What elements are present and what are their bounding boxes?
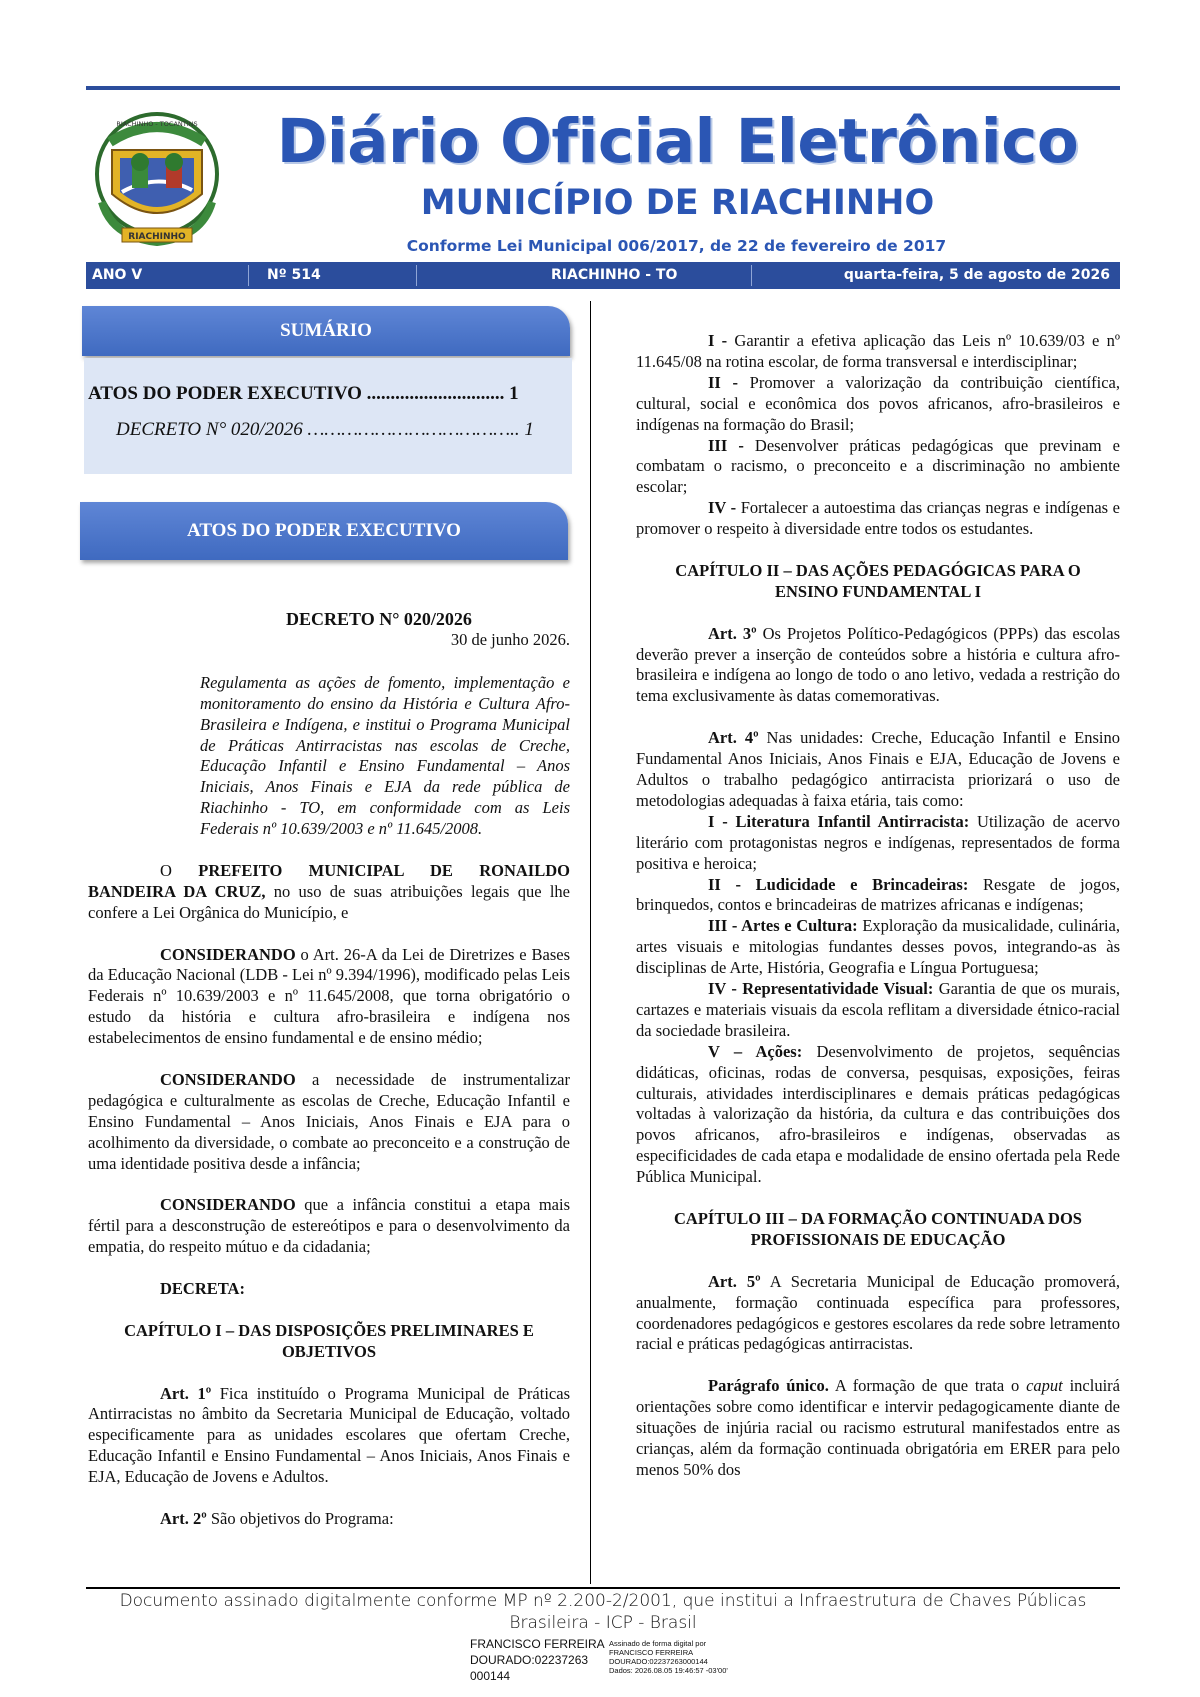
chapter-1-heading: CAPÍTULO I – DAS DISPOSIÇÕES PRELIMINARES E OBJETIVOS: [124, 1320, 534, 1361]
article-4-text: Nas unidades: Creche, Educação Infantil e Ensino Fundamental Anos Iniciais, Anos Finais e EJA, Educação de Jovens e Adultos o trabalho pedagógico antirracista priorizará o uso de metodologias adequadas à faixa etária, tais como:: [636, 728, 1120, 810]
article-1-text: Fica instituído o Programa Municipal de Práticas Antirracistas no âmbito da Secretaria Municipal de Educação, voltado especificamente para as unidades escolares que ofertam Creche, Educação Infantil e Ensino Fundamental – Anos Iniciais, Anos Finais e EJA, Educação de Jovens e Adultos.: [88, 1383, 570, 1487]
sole-paragraph-label: Parágrafo único.: [708, 1376, 829, 1396]
edition-info-bar: [86, 262, 1120, 289]
considering-1-text: o Art. 26-A da Lei de Diretrizes e Bases da Educação Nacional (LDB - Lei nº 9.394/1996), modificado pelas Leis Federais nº 10.639/2003 e nº 11.645/2008, que torna obrigatório o estudo da história e cultura afro-brasileira e indígena nos estabelecimentos de ensino fundamental e de ensino médio;: [88, 944, 570, 1048]
bar-divider: [751, 265, 752, 286]
bar-divider: [248, 265, 249, 286]
signature-notice-line-1: Documento assinado digitalmente conforme MP nº 2.200-2/2001, que institui a Infraestrutura de Chaves Públicas: [119, 1591, 1087, 1611]
article-5-text: A Secretaria Municipal de Educação promoverá, anualmente, formação continuada específica para professores, coordenadores pedagógicos e gestores escolares da rede sobre letramento racial e práticas pedagógicas antirracistas.: [636, 1271, 1120, 1354]
edition-year: ANO V: [92, 267, 143, 283]
footer-rule: [86, 1587, 1120, 1589]
considering-2: [88, 1070, 570, 1175]
preamble-rest: no uso de suas atribuições legais que lhe confere a Lei Orgânica do Município, e: [88, 881, 570, 922]
header-top-rule: [86, 86, 1120, 90]
objective-1-label: I -: [708, 331, 728, 350]
method-1-text: Utilização de acervo literário com protagonistas negros e indígenas, representados de forma positiva e heroica;: [636, 811, 1120, 873]
article-2: [88, 1509, 570, 1530]
method-4-label: IV - Representatividade Visual:: [708, 979, 934, 999]
article-3: [636, 624, 1120, 708]
objective-2: [636, 373, 1120, 436]
signature-note-3: DOURADO:02237263000144: [609, 1657, 708, 1666]
objective-4-text: Fortalecer a autoestima das crianças negras e indígenas e promover o respeito à diversidade entre todos os estudantes.: [636, 498, 1120, 539]
method-3-label: III - Artes e Cultura:: [708, 916, 858, 936]
signer-id: DOURADO:02237263: [470, 1653, 589, 1667]
considering-2-text: a necessidade de instrumentalizar pedagógica e culturalmente as escolas de Creche, Educação Infantil e Ensino Fundamental – Anos Iniciais, Anos Finais e EJA para o acolhimento da diversidade, o combate ao preconceito e a construção de uma identidade positiva desde a infância;: [88, 1069, 570, 1173]
considering-3: [88, 1195, 570, 1258]
article-1: [88, 1384, 570, 1489]
method-1: [636, 812, 1120, 875]
municipal-coat-of-arms-icon: [82, 102, 232, 252]
chapter-2-heading: CAPÍTULO II – DAS AÇÕES PEDAGÓGICAS PARA O ENSINO FUNDAMENTAL I: [675, 560, 1081, 601]
preamble-text: O: [160, 860, 199, 880]
summary-item-executive-acts[interactable]: ATOS DO PODER EXECUTIVO ............................. 1: [88, 383, 519, 404]
method-2-label: II - Ludicidade e Brincadeiras:: [708, 874, 969, 894]
decreta-label: DECRETA:: [160, 1279, 245, 1299]
method-5-label: V – Ações:: [708, 1041, 803, 1061]
method-4: [636, 979, 1120, 1042]
objective-2-label: II -: [708, 372, 739, 392]
decree-date: 30 de junho 2026.: [450, 629, 570, 649]
signer-name: FRANCISCO FERREIRA: [470, 1637, 605, 1651]
article-2-text: São objetivos do Programa:: [206, 1508, 394, 1528]
objective-1: [636, 331, 1120, 373]
article-3-label: Art. 3º: [708, 623, 757, 643]
considering-label: CONSIDERANDO: [160, 1069, 296, 1089]
summary-item-decree[interactable]: DECRETO N° 020/2026 ……………………………….. 1: [116, 419, 534, 440]
method-5-text: Desenvolvimento de projetos, sequências didáticas, oficinas, rodas de conversa, pesquisas, exposições, feiras culturais, atividades interdisciplinares e demais práticas pedagógicas voltadas à valorização da história, da cultura e das contribuições dos povos africanos, afro-brasileiros e indígenas, observadas as especificidades de cada etapa e modalidade de ensino ofertada pela Rede Pública Municipal.: [636, 1041, 1120, 1187]
article-1-label: Art. 1º: [160, 1383, 212, 1403]
method-2: [636, 875, 1120, 917]
right-column: [636, 331, 1120, 1481]
signer-block: [470, 1636, 605, 1684]
edition-date: quarta-feira, 5 de agosto de 2026: [843, 267, 1110, 283]
logo-bottom-text: RIACHINHO: [128, 232, 186, 242]
sole-paragraph: [636, 1376, 1120, 1481]
article-3-text: Os Projetos Político-Pedagógicos (PPPs) das escolas deverão prever a inserção de conteúdos sobre a história e cultura afro-brasileira e indígena ao longo de todo o ano letivo, vedada a restrição do tema exclusivamente às datas comemorativas.: [636, 623, 1120, 706]
method-3: [636, 916, 1120, 979]
law-reference: Conforme Lei Municipal 006/2017, de 22 de fevereiro de 2017: [406, 237, 947, 255]
article-5-label: Art. 5º: [708, 1271, 761, 1291]
edition-city: RIACHINHO - TO: [551, 267, 678, 283]
decree-ementa: Regulamenta as ações de fomento, implementação e monitoramento do ensino da História e Cultura Afro-Brasileira e Indígena, e institui o Programa Municipal de Práticas Antirracistas nas escolas de Creche, Educação Infantil e Ensino Fundamental – Anos Iniciais, Anos Finais e EJA da rede pública de Riachinho - TO, em conformidade com as Leis Federais nº 10.639/2003 e nº 11.645/2008.: [200, 672, 570, 839]
signature-note-4: Dados: 2026.08.05 19:46:57 -03'00': [609, 1666, 728, 1675]
decree-title: DECRETO N° 020/2026: [286, 609, 472, 629]
signature-notice-line-2: Brasileira - ICP - Brasil: [509, 1613, 697, 1633]
column-divider: [590, 301, 591, 1584]
summary-heading: SUMÁRIO: [82, 306, 570, 356]
summary-panel: [84, 358, 572, 474]
objective-2-text: Promover a valorização da contribuição científica, cultural, social e econômica dos povos africanos, afro-brasileiros e indígenas na formação do Brasil;: [636, 372, 1120, 434]
mayor-name: PREFEITO MUNICIPAL DE RONAILDO BANDEIRA DA CRUZ,: [88, 860, 570, 901]
logo-top-text: RIACHINHO - TOCANTINS: [116, 120, 198, 128]
signature-note-1: Assinado de forma digital por: [609, 1639, 707, 1648]
objective-4-label: IV -: [708, 498, 737, 518]
edition-number: Nº 514: [267, 267, 321, 283]
chapter-3-heading: CAPÍTULO III – DA FORMAÇÃO CONTINUADA DOS PROFISSIONAIS DE EDUCAÇÃO: [674, 1209, 1082, 1249]
digital-signature-notice: [86, 1590, 1120, 1634]
considering-label: CONSIDERANDO: [160, 944, 296, 964]
objective-3-label: III -: [708, 435, 744, 455]
considering-3-text: que a infância constitui a etapa mais fértil para a desconstrução de estereótipos e para o desenvolvimento da empatia, do respeito mútuo e da cidadania;: [88, 1195, 570, 1257]
signature-note-2: FRANCISCO FERREIRA: [609, 1648, 694, 1657]
objective-3: [636, 436, 1120, 499]
considering-1: [88, 945, 570, 1050]
journal-title: Diário Oficial Eletrônico: [276, 106, 1079, 177]
objective-1-text: Garantir a efetiva aplicação das Leis nº 10.639/03 e nº 11.645/08 na rotina escolar, de forma transversal e interdisciplinar;: [636, 331, 1120, 371]
article-4: [636, 728, 1120, 812]
considering-label: CONSIDERANDO: [160, 1195, 296, 1215]
article-4-label: Art. 4º: [708, 728, 759, 748]
objective-3-text: Desenvolver práticas pedagógicas que previnam e combatam o racismo, o preconceito e a discriminação no ambiente escolar;: [636, 435, 1120, 497]
section-heading-executive-acts: ATOS DO PODER EXECUTIVO: [80, 502, 568, 560]
method-1-label: I - Literatura Infantil Antirracista:: [708, 811, 970, 831]
method-4-text: Garantia de que os murais, cartazes e materiais visuais da escola reflitam a diversidade étnico-racial da sociedade brasileira.: [636, 979, 1120, 1040]
bar-divider: [416, 265, 417, 286]
caput-term: caput: [1026, 1376, 1063, 1396]
municipality-name: MUNICÍPIO DE RIACHINHO: [420, 183, 935, 223]
signature-details: [609, 1639, 728, 1675]
article-5: [636, 1272, 1120, 1356]
left-column: [88, 609, 570, 1530]
signer-id-suffix: 000144: [470, 1669, 511, 1683]
paragraph-preamble: [88, 861, 570, 924]
sole-paragraph-text-b: incluirá orientações sobre como identificar e intervir pedagogicamente diante de situações de injúria racial ou racismo estrutural manifestados entre as crianças, além da formação continuada obrigatória em ERER para pelo menos 50% dos: [636, 1376, 1120, 1479]
article-2-label: Art. 2º: [160, 1508, 207, 1528]
method-2-text: Resgate de jogos, brinquedos, contos e brincadeiras de matrizes africanas e indígenas;: [636, 874, 1120, 915]
sole-paragraph-text-a: A formação de que trata o: [828, 1376, 1027, 1396]
method-5: [636, 1042, 1120, 1188]
objective-4: [636, 498, 1120, 540]
method-3-text: Exploração da musicalidade, culinária, artes visuais e mitologias fundantes desses povos, integrando-as às disciplinas de Arte, História, Geografia e Língua Portuguesa;: [636, 916, 1120, 978]
